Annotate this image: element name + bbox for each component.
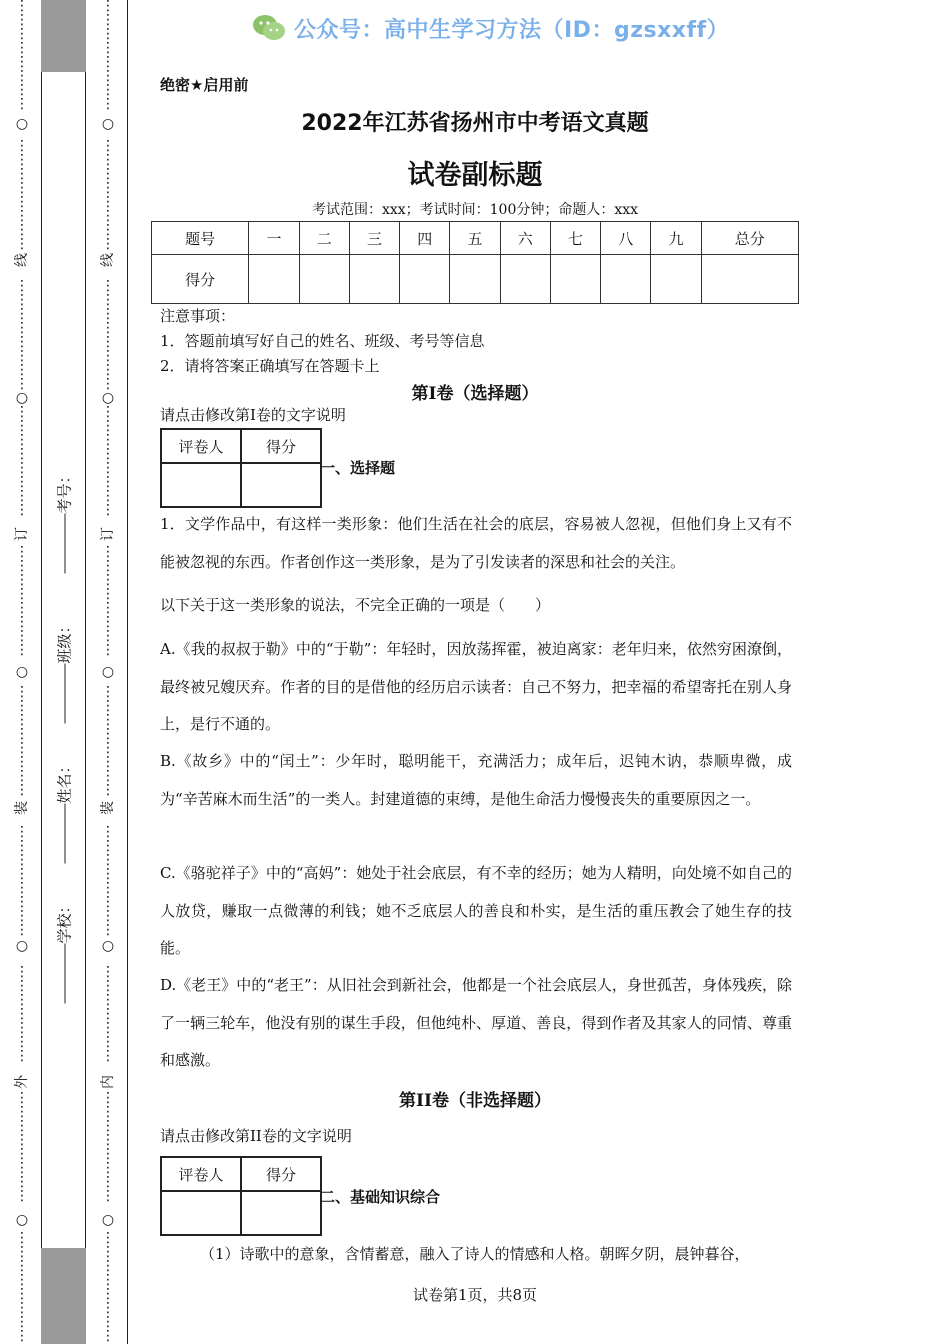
cut-line-dots: ⋮ bbox=[101, 978, 115, 994]
part1-description[interactable]: 请点击修改第I卷的文字说明 bbox=[160, 406, 346, 424]
score-input-cell[interactable] bbox=[701, 255, 798, 304]
option-d[interactable]: D.《老王》中的“老王”：从旧社会到新社会，他都是一个社会底层人，身世孤苦，身体残疾，除了一辆三轮车，他没有别的谋生手段，但他纯朴、厚道、善良，得到作者及其家人的同情、尊重和感激。 bbox=[160, 976, 792, 1069]
cut-line-dots: ⋮ bbox=[15, 754, 29, 770]
cut-line-dots: ⋮ bbox=[101, 726, 115, 742]
cut-line-dots: ⋮ bbox=[15, 488, 29, 504]
cut-line-dots: ⋮ bbox=[15, 698, 29, 714]
cut-line-dots: ⋮ bbox=[15, 68, 29, 84]
circle-marker-icon: ○ bbox=[15, 116, 29, 132]
cut-line-dots: ⋮ bbox=[15, 96, 29, 112]
cut-line-dots: ⋮ bbox=[101, 460, 115, 476]
cut-line-dots: ⋮ bbox=[101, 12, 115, 28]
cut-line-dots: ⋮ bbox=[15, 908, 29, 924]
cut-line-dots: ⋮ bbox=[101, 1258, 115, 1274]
cut-line-dots: ⋮ bbox=[101, 852, 115, 868]
cut-line-dots: ⋮ bbox=[101, 96, 115, 112]
cut-line-dots: ⋮ bbox=[101, 1230, 115, 1246]
score-table-score-row bbox=[152, 255, 799, 304]
section-title: 一、选择题 bbox=[320, 459, 396, 477]
score-input-cell[interactable] bbox=[450, 255, 500, 304]
cut-line-dots: ⋮ bbox=[15, 642, 29, 658]
cut-line-dots: ⋮ bbox=[101, 1020, 115, 1036]
cut-line-dots: ⋮ bbox=[101, 54, 115, 70]
cut-line-dots: ⋮ bbox=[101, 222, 115, 238]
cut-line-dots: ⋮ bbox=[101, 754, 115, 770]
cut-line-dots: ⋮ bbox=[101, 600, 115, 616]
score-input-cell[interactable] bbox=[651, 255, 701, 304]
cut-line-dots: ⋮ bbox=[101, 306, 115, 322]
cut-line-dots: ⋮ bbox=[15, 1174, 29, 1190]
cut-line-dots: ⋮ bbox=[101, 1034, 115, 1050]
cut-line-dots: ⋮ bbox=[101, 180, 115, 196]
cut-line-label: 订 bbox=[14, 527, 30, 541]
cut-line-dots: ⋮ bbox=[15, 1006, 29, 1022]
cut-line-dots: ⋮ bbox=[15, 12, 29, 28]
score-input-cell[interactable] bbox=[299, 255, 349, 304]
cut-line-dots: ⋮ bbox=[15, 376, 29, 392]
score-header-cell: 七 bbox=[550, 222, 600, 255]
circle-marker-icon: ○ bbox=[15, 390, 29, 406]
cut-line-dots: ⋮ bbox=[101, 740, 115, 756]
cut-line-dots: ⋮ bbox=[101, 320, 115, 336]
score-label: 得分 bbox=[241, 429, 321, 463]
cut-line-dots: ⋮ bbox=[101, 880, 115, 896]
cut-line-dots: ⋮ bbox=[101, 0, 115, 14]
option-b[interactable]: B.《故乡》中的“闰土”：少年时，聪明能干，充满活力；成年后，迟钝木讷，恭顺卑微，成为“辛苦麻木而生活”的一类人。封建道德的束缚，是他生命活力慢慢丧失的重要原因之一。 bbox=[160, 752, 792, 808]
note-item: 2．请将答案正确填写在答题卡上 bbox=[160, 357, 380, 375]
cut-line-dots: ⋮ bbox=[15, 684, 29, 700]
circle-marker-icon: ○ bbox=[15, 1212, 29, 1228]
cut-line-dots: ⋮ bbox=[15, 152, 29, 168]
cut-line-dots: ⋮ bbox=[15, 474, 29, 490]
cut-line-dots: ⋮ bbox=[15, 824, 29, 840]
cut-line-dots: ⋮ bbox=[101, 1118, 115, 1134]
cut-line-dots: ⋮ bbox=[15, 446, 29, 462]
cut-line-dots: ⋮ bbox=[15, 1104, 29, 1120]
cut-line-dots: ⋮ bbox=[15, 222, 29, 238]
exam-info: 考试范围：xxx；考试时间：100分钟；命题人：xxx bbox=[311, 202, 639, 218]
cut-line-dots: ⋮ bbox=[15, 334, 29, 350]
cut-line-dots: ⋮ bbox=[15, 964, 29, 980]
cut-line-dots: ⋮ bbox=[101, 1174, 115, 1190]
page-subtitle: 试卷副标题 bbox=[407, 160, 543, 191]
score-input-cell[interactable] bbox=[500, 255, 550, 304]
cut-line-dots: ⋮ bbox=[101, 544, 115, 560]
score-header-cell: 一 bbox=[249, 222, 299, 255]
cut-line-label: 装 bbox=[14, 801, 30, 815]
score-header-cell: 八 bbox=[601, 222, 651, 255]
cut-line-dots: ⋮ bbox=[15, 1300, 29, 1316]
cut-line-dots: ⋮ bbox=[101, 1328, 115, 1344]
cut-line-dots: ⋮ bbox=[101, 782, 115, 798]
cut-line-dots: ⋮ bbox=[15, 1230, 29, 1246]
watermark-text: 公众号：高中生学习方法（ID：gzsxxff） bbox=[294, 17, 730, 43]
cut-line-dots: ⋮ bbox=[15, 782, 29, 798]
question-2-text: （1）诗歌中的意象，含情蓄意，融入了诗人的情感和人格。朝晖夕阴，晨钟暮谷， bbox=[200, 1245, 750, 1263]
cut-line-dots: ⋮ bbox=[101, 558, 115, 574]
cut-line-dots: ⋮ bbox=[101, 68, 115, 84]
score-header-cell: 总分 bbox=[701, 222, 798, 255]
cut-line-dots: ⋮ bbox=[15, 236, 29, 252]
cut-line-dots: ⋮ bbox=[15, 138, 29, 154]
cut-line-dots: ⋮ bbox=[101, 1188, 115, 1204]
score-input-cell[interactable] bbox=[550, 255, 600, 304]
grader-cell[interactable] bbox=[161, 463, 241, 507]
circle-marker-icon: ○ bbox=[101, 390, 115, 406]
part2-grader-table bbox=[160, 1156, 322, 1236]
cut-line-dots: ⋮ bbox=[101, 26, 115, 42]
cut-line-dots: ⋮ bbox=[15, 348, 29, 364]
cut-line-dots: ⋮ bbox=[15, 320, 29, 336]
cut-line-dots: ⋮ bbox=[101, 922, 115, 938]
cut-line-dots: ⋮ bbox=[101, 1048, 115, 1064]
cut-line-dots: ⋮ bbox=[15, 838, 29, 854]
cut-line-dots: ⋮ bbox=[15, 880, 29, 896]
cut-line-dots: ⋮ bbox=[15, 894, 29, 910]
cut-line-dots: ⋮ bbox=[101, 446, 115, 462]
cut-line-dots: ⋮ bbox=[101, 82, 115, 98]
cut-line-dots: ⋮ bbox=[15, 978, 29, 994]
circle-marker-icon: ○ bbox=[15, 664, 29, 680]
score-header-cell: 九 bbox=[651, 222, 701, 255]
cut-line-dots: ⋮ bbox=[15, 628, 29, 644]
cut-line-dots: ⋮ bbox=[101, 614, 115, 630]
cut-line-dots: ⋮ bbox=[15, 992, 29, 1008]
exam-number-field[interactable]: 考号： bbox=[54, 444, 75, 574]
circle-marker-icon: ○ bbox=[101, 1212, 115, 1228]
score-table-header-row bbox=[152, 222, 799, 255]
cut-line-dots: ⋮ bbox=[101, 992, 115, 1008]
cut-line-dots: ⋮ bbox=[101, 908, 115, 924]
cut-line-dots: ⋮ bbox=[15, 1146, 29, 1162]
cut-line-dots: ⋮ bbox=[101, 894, 115, 910]
cut-line-dots: ⋮ bbox=[15, 404, 29, 420]
cut-line-dots: ⋮ bbox=[15, 180, 29, 196]
cut-line-dots: ⋮ bbox=[15, 460, 29, 476]
note-item: 1．答题前填写好自己的姓名、班级、考号等信息 bbox=[160, 332, 485, 350]
cut-line-dots: ⋮ bbox=[101, 684, 115, 700]
cut-line-dots: ⋮ bbox=[101, 152, 115, 168]
cut-line-dots: ⋮ bbox=[101, 1132, 115, 1148]
score-header-cell: 二 bbox=[299, 222, 349, 255]
cut-line-dots: ⋮ bbox=[15, 1048, 29, 1064]
score-label: 得分 bbox=[241, 1157, 321, 1191]
cut-line-dots: ⋮ bbox=[101, 1272, 115, 1288]
cut-line-dots: ⋮ bbox=[101, 1090, 115, 1106]
cut-line-dots: ⋮ bbox=[15, 866, 29, 882]
cut-line-dots: ⋮ bbox=[101, 628, 115, 644]
option-c[interactable]: C.《骆驼祥子》中的“高妈”：她处于社会底层，有不幸的经历；她为人精明，向处境不如自己的人放贷，赚取一点微薄的利钱；她不乏底层人的善良和朴实，是生活的重压教会了她生存的技能。 bbox=[160, 864, 792, 957]
name-field[interactable]: 姓名： bbox=[54, 734, 75, 864]
cut-line-dots: ⋮ bbox=[15, 1020, 29, 1036]
score-header-cell: 五 bbox=[450, 222, 500, 255]
score-cell[interactable] bbox=[241, 1191, 321, 1235]
score-header-cell: 三 bbox=[349, 222, 399, 255]
secret-label: 绝密★启用前 bbox=[160, 76, 249, 94]
circle-marker-icon: ○ bbox=[101, 116, 115, 132]
cut-line-dots: ⋮ bbox=[15, 586, 29, 602]
cut-line-dots: ⋮ bbox=[101, 586, 115, 602]
cut-line-dots: ⋮ bbox=[15, 1272, 29, 1288]
cut-line-dots: ⋮ bbox=[101, 866, 115, 882]
option-a[interactable]: A.《我的叔叔于勒》中的“于勒”：年轻时，因放荡挥霍，被迫离家：老年归来，依然穷困潦倒，最终被兄嫂厌弃。作者的目的是借他的经历启示读者：自己不努力，把幸福的希望寄托在别人身上，是行不通的。 bbox=[160, 640, 792, 733]
cut-line-dots: ⋮ bbox=[15, 362, 29, 378]
part2-heading: 第II卷（非选择题） bbox=[399, 1091, 551, 1111]
cut-line-dots: ⋮ bbox=[15, 740, 29, 756]
watermark bbox=[252, 10, 729, 46]
cut-line-dots: ⋮ bbox=[101, 1286, 115, 1302]
cut-line-dots: ⋮ bbox=[15, 572, 29, 588]
binding-edge-line bbox=[127, 0, 128, 1344]
cut-line-dots: ⋮ bbox=[101, 194, 115, 210]
cut-line-dots: ⋮ bbox=[101, 698, 115, 714]
part2-description[interactable]: 请点击修改第II卷的文字说明 bbox=[160, 1127, 352, 1145]
cut-line-dots: ⋮ bbox=[101, 474, 115, 490]
cut-line-dots: ⋮ bbox=[101, 712, 115, 728]
cut-line-dots: ⋮ bbox=[101, 838, 115, 854]
score-row-label: 得分 bbox=[152, 255, 249, 304]
part1-heading: 第I卷（选择题） bbox=[411, 384, 539, 404]
cut-line-dots: ⋮ bbox=[101, 348, 115, 364]
cut-line-dots: ⋮ bbox=[15, 26, 29, 42]
page-footer: 试卷第1页，共8页 bbox=[412, 1286, 538, 1304]
cut-line-dots: ⋮ bbox=[101, 572, 115, 588]
cut-line-dots: ⋮ bbox=[101, 502, 115, 518]
cut-line-dots: ⋮ bbox=[15, 1090, 29, 1106]
cut-line-dots: ⋮ bbox=[15, 600, 29, 616]
cut-line-dots: ⋮ bbox=[15, 1244, 29, 1260]
question-1-stem: 1．文学作品中，有这样一类形象：他们生活在社会的底层，容易被人忽视，但他们身上又有不能被忽视的东西。作者创作这一类形象，是为了引发读者的深思和社会的关注。 bbox=[160, 515, 792, 571]
score-input-cell[interactable] bbox=[601, 255, 651, 304]
circle-marker-icon: ○ bbox=[101, 938, 115, 954]
cut-line-dots: ⋮ bbox=[101, 1300, 115, 1316]
section-title: 二、基础知识综合 bbox=[320, 1188, 441, 1206]
cut-line-dots: ⋮ bbox=[15, 726, 29, 742]
cut-line-dots: ⋮ bbox=[101, 362, 115, 378]
cut-line-dots: ⋮ bbox=[101, 642, 115, 658]
cut-line-dots: ⋮ bbox=[101, 418, 115, 434]
cut-line-dots: ⋮ bbox=[101, 236, 115, 252]
class-field[interactable]: 班级： bbox=[54, 594, 75, 724]
cut-line-dots: ⋮ bbox=[15, 922, 29, 938]
cut-line-dots: ⋮ bbox=[101, 1314, 115, 1330]
cut-line-dots: ⋮ bbox=[15, 712, 29, 728]
cut-line-dots: ⋮ bbox=[15, 166, 29, 182]
score-header-cell: 题号 bbox=[152, 222, 249, 255]
cut-line-label: 线 bbox=[100, 253, 116, 267]
cut-line-dots: ⋮ bbox=[15, 432, 29, 448]
grader-label: 评卷人 bbox=[161, 1157, 241, 1191]
cut-line-dots: ⋮ bbox=[15, 82, 29, 98]
cut-line-dots: ⋮ bbox=[15, 1160, 29, 1176]
cut-line-dots: ⋮ bbox=[101, 1146, 115, 1162]
cut-line-dots: ⋮ bbox=[101, 292, 115, 308]
grader-cell[interactable] bbox=[161, 1191, 241, 1235]
grader-label: 评卷人 bbox=[161, 429, 241, 463]
cut-line-dots: ⋮ bbox=[15, 54, 29, 70]
cut-line-dots: ⋮ bbox=[15, 292, 29, 308]
cut-line-dots: ⋮ bbox=[15, 558, 29, 574]
cut-line-dots: ⋮ bbox=[15, 418, 29, 434]
cut-line-dots: ⋮ bbox=[101, 376, 115, 392]
cut-line-dots: ⋮ bbox=[101, 1244, 115, 1260]
score-header-cell: 四 bbox=[400, 222, 450, 255]
notes-title: 注意事项： bbox=[160, 307, 236, 325]
circle-marker-icon: ○ bbox=[101, 664, 115, 680]
cut-line-dots: ⋮ bbox=[15, 502, 29, 518]
cut-line-dots: ⋮ bbox=[101, 432, 115, 448]
cut-line-dots: ⋮ bbox=[101, 278, 115, 294]
wechat-icon bbox=[252, 14, 286, 42]
cut-line-dots: ⋮ bbox=[15, 1314, 29, 1330]
cut-line-dots: ⋮ bbox=[15, 1034, 29, 1050]
cut-line-dots: ⋮ bbox=[15, 614, 29, 630]
cut-line-dots: ⋮ bbox=[101, 208, 115, 224]
page-title: 2022年江苏省扬州市中考语文真题 bbox=[301, 111, 649, 136]
score-input-cell[interactable] bbox=[249, 255, 299, 304]
cut-line-dots: ⋮ bbox=[15, 208, 29, 224]
cut-line-dots: ⋮ bbox=[15, 278, 29, 294]
cut-line-dots: ⋮ bbox=[15, 1328, 29, 1344]
cut-line-dots: ⋮ bbox=[101, 138, 115, 154]
cut-line-dots: ⋮ bbox=[15, 1132, 29, 1148]
cut-line-dots: ⋮ bbox=[15, 1286, 29, 1302]
cut-line-dots: ⋮ bbox=[101, 1006, 115, 1022]
cut-line-dots: ⋮ bbox=[101, 1160, 115, 1176]
cut-line-dots: ⋮ bbox=[101, 768, 115, 784]
part1-grader-table bbox=[160, 428, 322, 508]
circle-marker-icon: ○ bbox=[15, 938, 29, 954]
cut-line-label: 线 bbox=[14, 253, 30, 267]
cut-line-dots: ⋮ bbox=[15, 544, 29, 560]
cut-line-dots: ⋮ bbox=[15, 1118, 29, 1134]
cut-line-dots: ⋮ bbox=[101, 166, 115, 182]
cut-line-label: 外 bbox=[14, 1075, 30, 1089]
score-table bbox=[151, 221, 799, 304]
cut-line-dots: ⋮ bbox=[15, 40, 29, 56]
score-input-cell[interactable] bbox=[400, 255, 450, 304]
cut-line-label: 内 bbox=[100, 1075, 116, 1089]
cut-line-dots: ⋮ bbox=[15, 306, 29, 322]
score-cell[interactable] bbox=[241, 463, 321, 507]
cut-line-dots: ⋮ bbox=[15, 194, 29, 210]
cut-line-dots: ⋮ bbox=[15, 0, 29, 14]
cut-line-dots: ⋮ bbox=[101, 334, 115, 350]
score-input-cell[interactable] bbox=[349, 255, 399, 304]
cut-line-dots: ⋮ bbox=[15, 852, 29, 868]
cut-line-dots: ⋮ bbox=[101, 488, 115, 504]
cut-line-label: 订 bbox=[100, 527, 116, 541]
cut-line-dots: ⋮ bbox=[15, 768, 29, 784]
cut-line-dots: ⋮ bbox=[101, 824, 115, 840]
question-1-prompt: 以下关于这一类形象的说法，不完全正确的一项是（ ） bbox=[160, 596, 551, 614]
cut-line-dots: ⋮ bbox=[15, 1188, 29, 1204]
cut-line-dots: ⋮ bbox=[101, 964, 115, 980]
cut-line-dots: ⋮ bbox=[15, 1258, 29, 1274]
cut-line-dots: ⋮ bbox=[101, 1104, 115, 1120]
cut-line-dots: ⋮ bbox=[101, 40, 115, 56]
cut-line-label: 装 bbox=[100, 801, 116, 815]
school-field[interactable]: 学校： bbox=[54, 874, 75, 1004]
cut-line-dots: ⋮ bbox=[101, 404, 115, 420]
score-header-cell: 六 bbox=[500, 222, 550, 255]
